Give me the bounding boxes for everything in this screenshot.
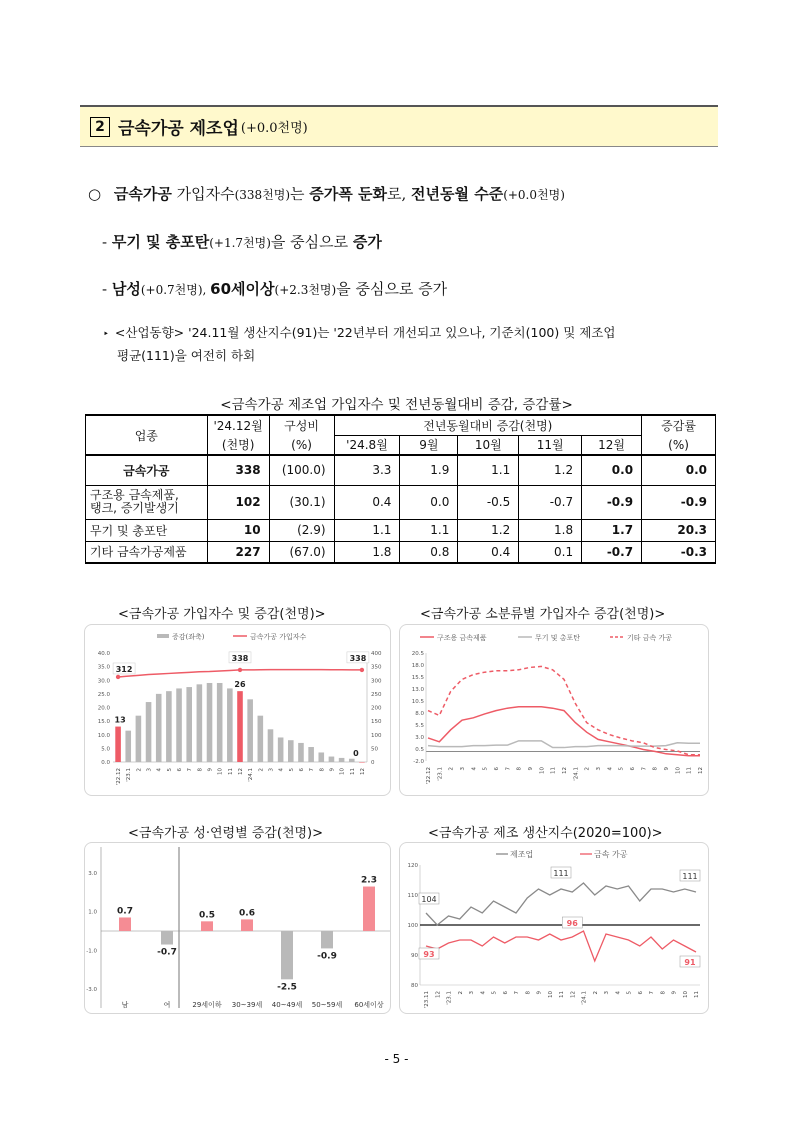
row-month: -0.5 [458,485,519,519]
note-line-1: <산업동향> '24.11월 생산지수(91)는 '22년부터 개선되고 있으나, 기준치(100) 및 제조업 [114,325,616,340]
x-tick: 12 [238,768,244,775]
line-point [116,675,120,679]
row-month: 1.8 [334,541,400,563]
bar [349,759,355,762]
y-tick: 20.5 [411,651,424,657]
bar [268,729,274,762]
bullet-1-particle: 는 [290,185,310,203]
x-tick: 29세이하 [192,1001,222,1009]
x-tick: 11 [349,768,356,775]
x-tick: 8 [525,991,532,995]
line-label: 338 [349,653,367,663]
legend-label: 증감(좌축) [172,633,205,641]
bar [237,691,243,762]
x-tick: 7 [505,767,512,771]
row-name: 무기 및 총포탄 [86,519,208,541]
row-rate: 20.3 [642,519,716,541]
x-tick: 11 [559,991,565,998]
table-row [86,519,716,541]
table-row [86,485,716,519]
bar [241,919,253,931]
y-tick-left: 20.0 [97,705,110,712]
y-tick-right: 150 [371,719,382,726]
point-label: 96 [566,919,578,928]
y-tick-left: 35.0 [97,664,110,671]
row-share: (2.9) [269,519,334,541]
legend-label: 금속가공 가입자수 [250,633,307,641]
bullet-mark: ○ [88,185,102,203]
y-tick: 0.5 [415,747,424,753]
section-number: 2 [90,117,110,137]
row-value: 10 [207,519,269,541]
y-tick: -3.0 [86,987,97,993]
row-name [86,485,208,519]
header-month: 11월 [519,435,582,455]
page-number: - 5 - [384,1052,409,1066]
chart-1 [85,625,392,797]
bar-label: 0 [353,749,359,758]
row-month: -0.7 [519,485,582,519]
x-tick: 60세이상 [354,1001,384,1009]
y-tick-right: 400 [371,651,382,657]
y-tick-right: 200 [371,705,382,712]
y-tick-left: 10.0 [97,732,110,739]
x-tick: 3 [146,768,153,772]
table-caption: <금속가공 제조업 가입자수 및 전년동월대비 증감, 증감률> [220,397,573,413]
bar [207,683,213,762]
x-tick: 11 [686,767,693,774]
bar-label: 26 [234,680,246,690]
x-tick: '23.11 [424,991,430,1009]
row-month: -0.7 [582,541,642,563]
header-yoy: 전년동월대비 증감(천명) [334,415,642,435]
x-tick: 6 [637,991,644,995]
row-month: 1.2 [458,519,519,541]
row-name-line-2: 탱크, 증기발생기 [90,501,179,515]
y-tick-right: 100 [371,732,382,739]
table-row [86,455,716,485]
x-tick: 7 [309,768,316,772]
section-title: 금속가공 제조업 [118,119,239,139]
x-tick: 8 [652,767,659,771]
x-tick: 3 [469,991,475,995]
bullet-2 [102,231,382,252]
y-tick: 5.5 [415,723,424,729]
x-tick: 40~49세 [271,1001,303,1009]
row-month: 0.0 [400,485,458,519]
bullet-3-text: 을 중심으로 증가 [336,280,448,298]
x-tick: '24.1 [573,767,580,781]
x-tick: '22.12 [116,768,123,786]
bullet-1-emphasis: 증가폭 둔화 [309,185,387,203]
bar [197,684,203,762]
bullet-2-change: (+1.7천명) [209,236,271,250]
row-rate: 0.0 [642,455,716,485]
section-header [80,105,718,147]
x-tick: 6 [177,768,184,772]
chart-3 [85,843,392,1015]
point-label: 111 [682,872,698,881]
row-month: 1.8 [519,519,582,541]
bar [201,921,213,931]
y-tick-right: 0 [371,760,375,766]
bar [339,758,345,762]
bar [288,740,294,762]
x-tick: 12 [570,991,577,998]
bar [227,688,233,762]
point-label: 91 [684,958,696,967]
x-tick: 5 [491,991,498,995]
x-tick: 11 [550,767,557,774]
data-table [85,414,716,564]
note-mark: ‣ [103,329,109,340]
bar [359,762,365,763]
row-share: (67.0) [269,541,334,563]
x-tick: 3 [460,767,466,771]
line-label: 312 [115,664,133,674]
bullet-2-text: 을 중심으로 [270,233,353,251]
x-tick: 4 [471,767,478,771]
bullet-1-count: (338천명) [234,188,291,202]
industry-note [103,322,615,366]
x-tick: 30~39세 [231,1001,263,1009]
bar-label: 0.5 [199,910,215,921]
chart-2-title: <금속가공 소분류별 가입자수 증감(천명)> [420,607,666,622]
y-tick: -1.0 [86,948,97,955]
x-tick: 10 [682,991,689,998]
x-tick: 2 [592,991,599,995]
bar [247,699,253,762]
bar [329,757,335,762]
y-tick-right: 350 [371,664,382,671]
note-line-2: 평균(111)을 여전히 하회 [117,348,256,363]
bullet-2-subject: 무기 및 총포탄 [111,233,210,251]
bar [298,743,304,762]
series-line [426,883,696,925]
bullet-1-connector: 로, [386,185,412,203]
header-rate-unit: (%) [642,435,716,455]
bar [318,752,324,762]
x-tick: 2 [457,991,464,995]
y-tick-right: 250 [371,691,382,698]
y-tick-left: 40.0 [97,651,110,657]
legend-swatch-bars [157,634,169,638]
section-note: (+0.0천명) [240,121,308,136]
table-row [86,541,716,563]
y-tick: 1.0 [88,909,97,916]
series-line [428,741,700,748]
x-tick: 9 [329,768,336,772]
bar-label: 0.6 [239,908,255,919]
x-tick: 3 [268,768,275,772]
x-tick: 3 [596,767,602,771]
bar [308,747,314,762]
row-share: (30.1) [269,485,334,519]
bar [125,731,131,762]
x-tick: '24.1 [248,768,255,782]
bar [115,727,121,762]
y-tick: -2.0 [413,759,424,765]
y-tick-left: 30.0 [97,678,110,685]
chart-3-title: <금속가공 성·연령별 증감(천명)> [128,826,324,841]
bar-label: -2.5 [277,982,297,993]
x-tick: 11 [694,991,700,998]
x-tick: 12 [359,768,366,775]
point-label: 104 [421,895,437,904]
x-tick: 4 [278,768,285,772]
header-month: 9월 [400,435,458,455]
row-name: 기타 금속가공제품 [86,541,208,563]
legend-label: 무기 및 총포탄 [535,634,581,642]
x-tick: 8 [197,768,204,772]
bullet-1-subject: 금속가공 [113,185,172,203]
x-tick: 10 [675,767,682,774]
row-value: 102 [207,485,269,519]
x-tick: 9 [664,767,670,771]
x-tick: 10 [339,768,346,775]
row-month: 0.4 [334,485,400,519]
bar-label: -0.9 [317,951,337,962]
y-tick-right: 50 [371,746,378,753]
bar [281,931,293,979]
bar-label: 0.7 [117,906,133,917]
row-month: 0.0 [582,455,642,485]
bar [146,702,152,762]
x-tick: 10 [539,767,546,774]
x-tick: 4 [480,991,487,995]
series-line [426,931,696,961]
chart-3-frame [84,842,391,1014]
y-tick-right: 300 [371,678,382,685]
row-month: 1.1 [400,519,458,541]
bullet-2-emphasis: 증가 [352,233,382,251]
x-tick: 5 [618,767,625,771]
row-rate: -0.3 [642,541,716,563]
y-tick: 18.0 [411,663,424,669]
x-tick: '23.1 [446,991,453,1005]
legend-label: 금속 가공 [594,850,628,859]
dash: - [102,280,112,298]
header-month: 12월 [582,435,642,455]
header-share: 구성비 [269,415,334,435]
bar-label: 13 [114,715,126,725]
row-rate: -0.9 [642,485,716,519]
bullet-1-change: (+0.0천명) [503,188,565,202]
bullet-3-subject: 남성 [111,280,141,298]
bar [363,887,375,931]
row-value: 338 [207,455,269,485]
x-tick: 2 [448,767,455,771]
bar [186,687,192,762]
bar [321,931,333,948]
row-month: 1.1 [334,519,400,541]
x-tick: 2 [258,768,265,772]
x-tick: '24.1 [581,991,588,1005]
bar [217,683,223,762]
x-tick: 5 [626,991,633,995]
row-month: 0.8 [400,541,458,563]
x-tick: 3 [604,991,610,995]
row-month: 1.1 [458,455,519,485]
chart-2 [400,625,710,797]
y-tick: 10.5 [411,699,424,705]
x-tick: 8 [516,767,523,771]
x-tick: 5 [482,767,489,771]
x-tick: 7 [641,767,648,771]
bullet-3 [102,278,447,299]
bar [161,931,173,945]
legend-label: 기타 금속 가공 [627,634,673,642]
bar [278,737,284,762]
row-month: 1.7 [582,519,642,541]
bar [119,917,131,931]
x-tick: 7 [649,991,655,995]
row-name-line-1: 구조용 금속제품, [90,488,179,502]
y-tick: 90 [411,953,418,959]
header-month: '24.8월 [334,435,400,455]
x-tick: 12 [562,767,568,774]
y-tick-left: 0.0 [101,760,110,766]
y-tick-left: 5.0 [101,746,110,753]
chart-4-frame [399,842,709,1014]
y-tick-left: 15.0 [97,719,110,726]
line-point [360,668,364,672]
bullet-1 [88,183,565,204]
row-name: 금속가공 [86,455,208,485]
x-tick: '22.12 [426,767,432,785]
bullet-1-emphasis-2: 전년동월 수준 [411,185,504,203]
x-tick: 2 [136,768,143,772]
header-share-unit: (%) [269,435,334,455]
row-month: 1.9 [400,455,458,485]
x-tick: 6 [502,991,509,995]
row-value: 227 [207,541,269,563]
y-tick: 8.0 [415,711,424,717]
x-tick: 남 [121,1001,129,1009]
y-tick: 100 [407,923,418,929]
y-tick: 3.0 [88,871,97,877]
point-label: 111 [553,869,569,878]
x-tick: 5 [288,768,295,772]
x-tick: 6 [298,768,305,772]
bullet-3-change-2: (+2.3천명) [274,283,337,297]
header-dec-unit: (천명) [207,435,269,455]
row-month: 3.3 [334,455,400,485]
x-tick: 11 [227,768,234,775]
y-tick: 15.5 [411,675,424,681]
chart-2-frame [399,624,709,796]
x-tick: 9 [536,991,543,995]
x-tick: 8 [660,991,667,995]
x-tick: 10 [217,768,224,775]
y-tick: 80 [411,983,418,989]
line-label: 338 [231,653,249,663]
legend-label: 제조업 [510,850,534,859]
bar [258,716,264,762]
bullet-3-change: (+0.7천명), [140,283,211,297]
bullet-1-text: 가입자수 [171,185,235,203]
y-tick: 3.0 [415,735,424,741]
x-tick: '23.1 [437,767,444,781]
x-tick: 7 [514,991,520,995]
y-tick: 110 [407,893,418,899]
legend-label: 구조용 금속제품 [437,634,487,642]
header-rate: 증감률 [642,415,716,435]
bar [176,688,182,762]
row-month: 1.2 [519,455,582,485]
x-tick: 2 [584,767,591,771]
chart-1-frame [84,624,391,796]
bar [156,694,162,762]
row-month: -0.9 [582,485,642,519]
line-point [238,668,242,672]
chart-4 [400,843,710,1015]
row-month: 0.1 [519,541,582,563]
x-tick: 6 [630,767,636,771]
chart-1-title: <금속가공 가입자수 및 증감(천명)> [118,607,326,622]
x-tick: 9 [671,991,678,995]
x-tick: 4 [615,991,622,995]
x-tick: 7 [187,768,194,772]
point-label: 93 [423,950,435,959]
x-tick: 50~59세 [311,1001,343,1009]
x-tick: 9 [528,767,534,771]
header-industry: 업종 [86,415,208,455]
bullet-3-subject-2: 60세이상 [210,280,275,298]
x-tick: 5 [166,768,173,772]
bar [136,716,142,762]
dash: - [102,233,112,251]
x-tick: 8 [319,768,326,772]
x-tick: 여 [163,1001,171,1009]
x-tick: 10 [547,991,554,998]
x-tick: 12 [435,991,442,998]
x-tick: 4 [156,768,163,772]
row-share: (100.0) [269,455,334,485]
x-tick: 9 [207,768,214,772]
x-tick: 6 [494,767,500,771]
row-month: 0.4 [458,541,519,563]
y-tick-left: 25.0 [97,691,110,698]
bar [166,691,172,762]
header-month: 10월 [458,435,519,455]
y-tick: 13.0 [411,687,424,693]
x-tick: 12 [698,767,704,774]
chart-4-title: <금속가공 제조 생산지수(2020=100)> [428,826,663,841]
bar-label: 2.3 [361,875,377,886]
y-tick: 120 [407,863,418,869]
x-tick: 4 [607,767,614,771]
x-tick: '23.1 [126,768,133,782]
header-dec: '24.12월 [207,415,269,435]
bar-label: -0.7 [157,947,177,958]
